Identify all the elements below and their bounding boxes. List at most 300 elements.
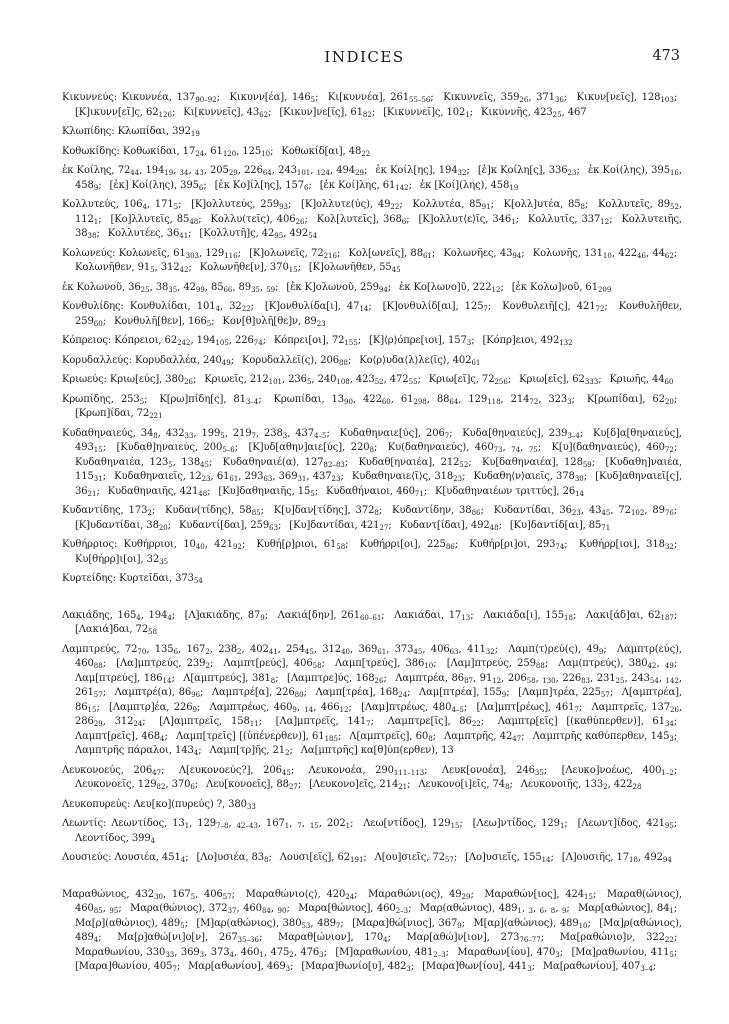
line-number-subscript: 32 [664,543,674,552]
line-number-subscript: 38 [87,232,97,241]
index-entry: Λουσιεύς: Λουσιέα, $451_4$; [Λο]υσιέα, $83_8$; Λουσι[εῖς], $62_{191}$; Λ[ου]σιεῖς, $72_{57}$; [Λο]υσιεῖς, $155_{14}$; [Λ]ουσιῆς, $17_{18}$, $492_{94}$ [62,852,672,865]
index-entry: Κυθήρριος: Κυθήρριοι, $10_{40}$, $421_{92}$; Κυθή[ρ]ριοι, $61_{58}$; Κυθήρρι[οι], $225_{86}$; Κυθήρ[ρι]οι, $293_{74}$; Κυθήρρ[ιοι], $318_{32}$; Κυ[θήρρ]ι[οι], $32_{35}$ [62,539,683,566]
line-number-subscript: 90 [344,397,353,406]
line-number-subscript: 94 [662,856,672,865]
line-number-subscript: 1 [669,907,674,916]
line-number-subscript: 88 [93,662,103,671]
line-number-subscript: 45 [601,509,611,518]
line-number-subscript: 26 [519,96,529,105]
line-number-subscript: 48 [198,489,208,498]
line-number-subscript: 72 [529,397,539,406]
line-number-subscript: 7 [251,431,256,440]
line-number-subscript: 88 [535,662,545,671]
line-number-subscript: 41 [268,647,278,656]
line-number-subscript: 105 [215,339,229,348]
line-number-subscript: 20 [664,397,674,406]
line-number-subscript: 4 [136,613,141,622]
line-number-subscript: 2 [285,749,290,758]
line-number-subscript: 22 [471,720,481,729]
line-number-subscript: 57 [222,892,232,901]
line-number-subscript: 53 [301,921,311,930]
line-number-subscript: 74 [511,446,521,455]
line-number-subscript: 76 [664,509,674,518]
line-number-subscript: 16 [669,169,679,178]
line-number-subscript: 33 [246,802,256,811]
line-number-subscript: 60 [664,378,674,387]
line-number-subscript: 95 [109,907,119,916]
line-number-subscript: 120 [222,149,237,158]
line-number-subscript: 8 [374,509,379,518]
line-number-subscript: 49 [221,358,231,367]
line-number-subscript: 130 [542,676,556,685]
line-number-subscript: 5 [190,892,196,901]
line-number-subscript: 8 [580,203,585,212]
line-number-subscript: 7 [574,705,579,714]
line-number-subscript: 10 [424,662,434,671]
line-number-subscript: 71 [601,523,611,532]
line-number-subscript: 72 [664,446,674,455]
line-number-subscript: 48 [489,523,499,532]
line-number-subscript: 6 [190,783,195,792]
line-number-subscript: 44 [130,169,140,178]
line-number-subscript: 35–36 [237,936,259,945]
line-number-subscript: 60 [381,397,391,406]
line-number-subscript: 94 [512,251,522,260]
line-number-subscript: 8 [505,783,510,792]
line-number-subscript: 2 [289,950,294,959]
line-number-subscript: 1 [259,950,264,959]
line-number-subscript: 1 [511,217,516,226]
line-number-subscript: 96 [191,691,201,700]
line-number-subscript: 27 [288,783,298,792]
line-number-subscript: 26 [295,217,305,226]
line-number-subscript: 24 [195,149,205,158]
line-number-subscript: 6 [401,217,407,226]
line-number-subscript: 27 [379,523,389,532]
line-number-subscript: 52 [374,378,384,387]
line-number-subscript: 9 [501,691,507,700]
line-number-subscript: 103 [660,96,674,105]
line-number-subscript: 2 [603,783,608,792]
line-number-subscript: 21 [398,783,408,792]
line-number-subscript: 116 [224,251,238,260]
line-number-subscript: 29 [461,892,471,901]
line-number-subscript: 15 [309,822,319,831]
line-number-subscript: 3–4 [640,965,653,974]
line-number-subscript: 108 [336,378,350,387]
line-number-subscript: 80 [294,691,304,700]
line-number-subscript: 7 [297,822,302,831]
line-number-subscript: 23 [201,475,211,484]
index-entry: Κριωεύς: Κριω[εύς], $380_{26}$; Κριωεῖς, $212_{101}$, $236_5$, $240_{108}$, $423_{52}$, $472_{55}$; Κριω[εῖ]ς, $72_{256}$; Κριω[εῖς], $62_{333}$; Κριωῆς, $44_{60}$ [62,374,674,387]
line-number-subscript: 47 [512,734,522,743]
line-number-subscript: 1 [284,822,290,831]
line-number-subscript: 4–5 [451,705,464,714]
line-number-subscript: 1 [93,217,99,226]
line-number-subscript: 43 [194,169,204,178]
page-header [0,0,729,70]
line-number-subscript: 42 [179,266,189,275]
line-number-subscript: 2 [205,662,210,671]
line-number-subscript: 82–83 [323,460,345,469]
line-number-subscript: 61 [471,358,481,367]
line-number-subscript: 22 [361,149,371,158]
line-number-subscript: 40 [195,543,205,552]
line-number-subscript: 62 [664,251,674,260]
line-number-subscript: 58 [526,676,536,685]
line-number-subscript: 86 [471,509,481,518]
line-number-subscript: 9 [292,705,297,714]
line-number-subscript: 9 [192,705,197,714]
line-number-subscript: 3 [528,907,533,916]
line-number-subscript: 95 [274,232,284,241]
line-number-subscript: 31 [93,475,103,484]
line-number-subscript: 3–4 [567,431,580,440]
line-number-subscript: 4 [150,836,156,845]
line-number-subscript: 4 [167,613,172,622]
line-number-subscript: 3 [199,950,205,959]
line-number-subscript: 40 [341,647,350,656]
index-entry: Κοθωκίδης: Κοθωκίδαι, $17_{24}$, $61_{120}$, $125_{10}$; Κοθωκίδ[αι], $48_{22}$ [62,145,371,158]
line-number-subscript: 60–61 [359,613,382,622]
index-entry: Κονθυλίδης: Κονθυλίδαι, $101_4$, $32_{22}$; [Κ]ονθυλίδα[ι], $47_{14}$; [Κ]ονθυλίδ[αι], $125_7$; Κονθυλειῆ[ς], $421_{72}$; Κονθυλῆθεν, $259_{60}$; Κονθυλῆ[θεν], $166_5$; Κον[θ]υλῆ[θε]ν, $89_{23}$ [62,301,683,328]
line-number-subscript: 14 [359,305,369,314]
line-number-subscript: 6 [173,647,179,656]
line-number-subscript: 45 [200,460,209,469]
line-number-subscript: 88 [339,358,348,367]
index-section-kappa [62,91,682,587]
line-number-subscript: 7 [335,921,341,930]
line-number-subscript: 5 [220,431,225,440]
line-number-subscript: 5 [310,96,316,105]
index-entry: ἐκ Κοίλης, $72_{44}$, $194_{19}$, $_{34}$, $_{43}$, $205_{29}$, $226_{64}$, $243_{101}$, $_{124}$, $494_{29}$; ἐκ Κοίλ[ης], $194_{32}$; [ἐ]κ Κοίλη[ς], $336_{23}$; ἐκ Κοί(λης), $395_{16}$, $458_9$; [ἐκ] Κοί(λης), $395_6$; [ἐκ Κο]ίλ[ης], $157_6$; [ἐκ Κοί]λης, $61_{142}$; ἐκ [Κοί](λης), $458_{19}$ [62,165,682,192]
line-number-subscript: 185 [324,734,338,743]
line-number-subscript: 9 [93,183,99,192]
index-entry: Κορυδαλλεύς: Κορυδαλλέα, $240_{49}$; Κορυδαλλεῖ(ς), $206_{88}$; Κο⟨ρ⟩υδα⟨λ⟩λε⟨ῖς⟩, $402_{61}$ [62,354,481,367]
line-number-subscript: 58 [312,662,322,671]
line-number-subscript: 216 [323,251,337,260]
line-number-subscript: 36 [554,96,564,105]
line-number-subscript: 5 [669,950,674,959]
line-number-subscript: 1 [184,822,190,831]
line-number-subscript: 45 [391,266,401,275]
line-number-subscript: 242 [177,339,191,348]
line-number-subscript: 7 [483,305,488,314]
line-number-subscript: 61 [377,647,387,656]
line-number-subscript: 4 [180,856,186,865]
line-number-subscript: 9 [457,921,462,930]
line-number-subscript: 34 [179,169,189,178]
line-number-subscript: 4 [383,936,388,945]
line-number-subscript: 6 [539,907,545,916]
line-number-subscript: 14 [304,705,314,714]
line-number-subscript: 46 [637,251,646,260]
line-number-subscript: 14 [162,676,172,685]
line-number-subscript: 49 [664,662,674,671]
line-number-subscript: 48 [189,217,199,226]
line-number-subscript: 45 [413,647,423,656]
line-number-subscript: 15 [584,892,593,901]
line-number-subscript: 14 [541,856,551,865]
line-number-subscript: 4 [160,734,165,743]
index-section-lambda [62,609,682,866]
line-number-subscript: 57 [600,691,610,700]
line-number-subscript: 3 [285,965,291,974]
line-number-subscript: 191 [350,856,364,865]
line-number-subscript: 101 [268,378,282,387]
line-number-subscript: 101 [296,169,311,178]
index-entry: Λακιάδης, $165_4$, $194_4$; [Λ]ακιάδης, $87_9$; Λακιά[δην], $261_{60-61}$; Λακιάδαι, $17_{13}$; Λακιάδα[ι], $155_{18}$; Λακι[άδ]αι, $62_{187}$; [Λακιά]δαι, $72_{58}$ [62,609,683,637]
line-number-subscript: 85 [93,907,103,916]
line-number-subscript: 71 [414,489,424,498]
line-number-subscript: 5 [168,460,173,469]
line-number-subscript: 15 [288,266,298,275]
line-number-subscript: 12 [492,676,502,685]
line-number-subscript: 3–4 [245,397,259,406]
line-number-subscript: 8 [428,734,433,743]
index-entry: Λεωντίς: Λεωντίδος, $13_1$, $129_{7-8}$, $_{42-43}$, $167_1$, $_7$, $_{15}$, $202_1$; Λεω[ντίδος], $129_{15}$; [Λεω]ντίδος, $129_1$; [Λεωντ]ίδος, $421_{95}$; Λεοντίδος, $399_4$ [62,818,682,845]
line-number-subscript: 24 [133,720,143,729]
line-number-subscript: 26 [670,705,679,714]
line-number-subscript: 5 [180,921,185,930]
index-entry: Κολωνεύς: Κολωνεῖς, $61_{303}$, $129_{116}$; [Κ]ολωνεῖς, $72_{216}$; Κολ[ωνεῖς], $88_{61}$; Κολωνῆες, $43_{94}$; Κολωνῆς, $131_{10}$, $422_{46}$, $44_{62}$; Κολωνῆθεν, $91_5$, $312_{42}$; Κολωνῆθε[ν], $370_{15}$; [Κ]ολωνῆθεν, $55_{45}$ [62,247,682,275]
line-number-subscript: 92 [232,543,242,552]
line-number-subscript: 5 [306,378,312,387]
index-entry: Μαραθώνιος, $432_{30}$, $167_5$, $406_{57}$; Μαραθώνιο⟨ς⟩, $420_{24}$; Μαραθώνι(ος), $49_{29}$; Μαραθών[ιος], $424_{15}$; Μαραθ(ώνιος), $460_{85}$, $_{95}$; Μαρα(θώνιος), $372_{37}$, $460_{84}$, $_{90}$; Μαρα[θώνιος], $460_{2-3}$; Μαρ(αθώνιος), $489_1$, $_3$, $_6$, $_8$, $_9$; Μαρ[αθώνιος], $84_1$; Μα[ρ](αθώνιος), $489_5$; [Μ]αρ(αθώνιος), $380_{53}$, $489_7$; [Μαρα]θώ[νιος], $367_9$; Μ[αρ](αθώνιος), $489_{10}$; [Μα]ρ(αθώνιος), $489_4$; Μα[ρ]αθώ[νι]ο[ν], $267_{35-36}$; Μαραθ[ώνιον], $170_4$; Μαρ[αθώ]ν[ιον], $273_{76-77}$; Μα[ραθώνιο]ν, $322_{22}$; Μαραθωνίου, $330_{33}$, $369_3$, $373_4$, $460_1$, $475_2$, $476_3$; [Μ]αραθωνίου, $481_{2-3}$; Μαραθων[ίου], $470_3$; [Μα]ραθωνίου, $411_5$; [Μαρα]θωνίου, $405_7$; Μαρ[αθωνίου], $469_3$; [Μαρα]θωνίο[υ], $482_3$; [Μαρα]θων[ίου], $441_3$; Μα[ραθωνίου], $407_{3-4}$; [62,888,683,974]
line-number-subscript: 62 [259,110,269,119]
line-number-subscript: 12 [600,217,610,226]
line-number-subscript: 12 [491,285,501,294]
line-number-subscript: 91 [481,203,491,212]
line-number-subscript: 111–113 [393,768,425,777]
page-number: 473 [652,48,680,64]
line-number-subscript: 41 [179,232,189,241]
line-number-subscript: 34 [664,720,674,729]
line-number-subscript: 25 [552,110,562,119]
line-number-subscript: 19 [190,130,200,139]
line-number-subscript: 45 [304,647,314,656]
line-number-subscript: 7 [444,431,450,440]
line-number-subscript: 42–43 [236,822,258,831]
line-number-subscript: 64 [449,397,459,406]
line-number-subscript: 58 [148,628,157,637]
line-number-subscript: 47 [152,768,162,777]
line-number-subscript: 2–3 [395,907,409,916]
line-number-subscript: 57 [93,691,103,700]
line-number-subscript: 4 [215,305,220,314]
index-body [62,91,682,975]
line-number-subscript: 26 [184,378,193,387]
line-number-subscript: 21 [87,489,97,498]
index-entry: Λευκοπυρεύς: Λευ[κο](πυρεύς) ?, $380_{33}$ [62,798,256,811]
line-number-subscript: 29 [93,720,103,729]
line-number-subscript: 82 [156,783,166,792]
line-number-subscript: 86 [445,543,455,552]
line-number-subscript: 54 [308,232,318,241]
line-number-subscript: 90–92 [195,96,217,105]
line-number-subscript: 74 [253,339,263,348]
line-number-subscript: 45 [281,768,291,777]
line-number-subscript: 4–5 [314,431,327,440]
line-number-subscript: 23 [331,475,341,484]
line-number-subscript: 72 [595,305,605,314]
line-number-subscript: 22 [664,936,674,945]
line-number-subscript: 3 [527,965,532,974]
line-number-subscript: 54 [649,676,659,685]
line-number-subscript: 126 [158,110,172,119]
line-number-subscript: 37 [227,907,237,916]
line-number-subscript: 1–2 [661,768,674,777]
line-number-subscript: 35 [159,557,169,566]
line-number-subscript: 3 [567,397,572,406]
line-number-subscript: 7 [366,720,371,729]
line-number-subscript: 25 [140,285,150,294]
line-number-subscript: 33 [165,950,175,959]
line-number-subscript: 4 [142,203,147,212]
line-number-subscript: 85 [251,509,261,518]
line-number-subscript: 6 [304,183,309,192]
line-number-subscript: 155 [344,339,358,348]
line-number-subscript: 28 [632,783,642,792]
line-number-subscript: 1 [517,907,522,916]
line-number-subscript: 25 [615,676,625,685]
line-number-subscript: 33 [184,431,194,440]
line-number-subscript: 14 [575,489,585,498]
line-number-subscript: 209 [597,285,612,294]
line-number-subscript: 24 [398,691,408,700]
line-number-subscript: 84 [261,907,271,916]
line-number-subscript: 2 [205,647,210,656]
line-number-subscript: 221 [149,412,163,421]
index-entry: Κόπρειος: Κόπρειοι, $62_{242}$, $194_{105}$, $226_{74}$; Κόπρει[οι], $72_{155}$; [Κ]⟨ρ⟩όπρε[ιοι], $157_3$; [Κόπρ]ειοι, $492_{132}$ [62,335,573,348]
line-number-subscript: 13 [461,613,471,622]
line-number-subscript: 5 [150,266,155,275]
line-number-subscript: 73 [493,446,503,455]
line-number-subscript: 15 [87,705,97,714]
line-number-subscript: 42 [647,662,657,671]
line-number-subscript: 11 [249,720,259,729]
line-number-subscript: 2–3 [433,950,446,959]
line-number-subscript: 303 [185,251,199,260]
line-number-subscript: 19 [509,183,519,192]
line-number-subscript: 95 [664,822,674,831]
index-entry: Κλωπίδης: Κλωπίδαι, $392_{19}$ [62,126,200,139]
line-number-subscript: 132 [559,339,573,348]
line-number-subscript: 64 [262,169,272,178]
line-number-subscript: 3 [669,734,674,743]
line-number-subscript: 9 [598,647,604,656]
line-number-subscript: 22 [390,203,400,212]
line-number-subscript: 102 [630,509,645,518]
line-number-subscript: 52 [670,203,679,212]
line-number-subscript: 23 [571,509,581,518]
line-number-subscript: 90 [277,907,287,916]
line-number-subscript: 124 [316,169,330,178]
index-entry: Λευκονοεύς, $206_{47}$; Λ[ευκονοεύς?], $206_{45}$; Λευκονοέα, $290_{111-113}$; Λευκ[ονοέα], $246_{35}$; [Λευκο]νοέως, $400_{1-2}$; Λευκονοεῖς, $129_{82}$, $370_6$; Λευ[κονοεῖς], $88_{27}$; [Λευκονο]εῖς, $214_{21}$; Λευκονο[ι]εῖς, $74_8$; Λευκονοιῆς, $133_2$, $422_{28}$ [62,764,682,792]
line-number-subscript: 66 [223,285,233,294]
line-number-subscript: 29 [228,169,238,178]
line-number-subscript: 35 [168,285,178,294]
line-number-subscript: 61 [229,475,239,484]
line-number-subscript: 142 [395,183,409,192]
line-number-subscript: 23 [316,319,326,328]
line-number-subscript: 187 [660,613,674,622]
line-number-subscript: 55–56 [409,96,431,105]
line-number-subscript: 8 [153,431,158,440]
line-number-subscript: 94 [378,285,388,294]
line-number-subscript: 15 [450,822,460,831]
line-number-subscript: 63 [449,647,459,656]
index-section-mu [62,888,682,975]
line-number-subscript: 3 [555,950,560,959]
line-number-subscript: 19 [164,169,174,178]
index-entry: Κυδαντίδης, $173_2$; Κυδαν(τίδης), $58_{85}$; Κ[υ]δαν[τίδης], $372_8$; Κυδαντίδην, $38_{86}$; Κυδαντίδαι, $36_{23}$, $43_{45}$, $72_{102}$, $89_{76}$; [Κ]υδαντίδαι, $38_{20}$; Κυδαντί[δαι], $259_{63}$; [Κυ]δαντίδαι, $421_{27}$; Κυδαντ[ίδαι], $492_{48}$; [Κυ]δαντίδ[αι], $85_{71}$ [62,505,683,532]
line-number-subscript: 32 [457,169,467,178]
line-number-subscript: 256 [494,378,508,387]
line-number-subscript: 99 [195,285,205,294]
line-number-subscript: 31 [297,475,307,484]
line-number-subscript: 142 [665,676,679,685]
line-number-subscript: 57 [444,856,454,865]
line-number-subscript: 1 [465,110,470,119]
line-number-subscript: 54 [193,577,203,586]
line-number-subscript: 12 [339,705,349,714]
line-number-subscript: 26 [374,676,384,685]
line-number-subscript: 23 [453,475,463,484]
line-number-subscript: 23 [567,169,577,178]
line-number-subscript: 9 [561,907,567,916]
line-number-subscript: 24 [345,892,355,901]
line-number-subscript: 55 [408,378,418,387]
line-number-subscript: 118 [487,397,501,406]
line-number-subscript: 60 [93,319,103,328]
line-number-subscript: 20 [158,523,168,532]
line-number-subscript: 59 [266,285,276,294]
line-number-subscript: 10 [578,921,588,930]
line-number-subscript: 5–6 [222,446,235,455]
line-number-subscript: 52 [459,460,469,469]
line-number-subscript: 74 [555,543,565,552]
line-number-subscript: 22 [241,305,251,314]
line-number-subscript: 8 [264,856,269,865]
line-number-subscript: 15 [93,446,103,455]
line-number-subscript: 7–8 [216,822,229,831]
line-number-subscript: 1 [345,822,351,831]
line-number-subscript: 9 [260,613,265,622]
line-number-subscript: 29 [355,169,364,178]
line-number-subscript: 4 [93,936,99,945]
line-number-subscript: 2 [147,509,152,518]
line-number-subscript: 87 [464,676,473,685]
line-number-subscript: 70 [137,647,147,656]
line-number-subscript: 5 [310,489,315,498]
index-entry: Λαμπτρεύς, $72_{70}$, $135_6$, $167_2$, $238_2$, $402_{41}$, $254_{45}$, $312_{40}$, $369_{61}$, $373_{45}$, $406_{63}$, $411_{32}$; Λαμπ⟨τ⟩ρεύ(ς), $49_9$; Λαμπτρ(εύς), $460_{88}$; [Λα]μπτρεύς, $239_2$; Λαμπτ[ρεύς], $406_{58}$; Λαμπ[τρεύς], $386_{10}$; [Λαμ]πτρεύς, $259_{88}$; Λαμ(πτρεύς), $380_{42}$, $_{49}$; Λαμ[πτρεύς], $186_{14}$; Λ[αμπτρεύς], $381_8$; [Λαμπτρε]ύς, $168_{26}$; Λαμπτρέα, $86_{87}$, $91_{12}$, $206_{58}$, $_{130}$, $226_{83}$, $231_{25}$, $243_{54}$, $_{142}$, $261_{57}$; Λαμπτρέ(α), $86_{96}$; Λαμπτρέ[α], $226_{80}$; Λαμπ[τρέα], $168_{24}$; Λαμ[πτρέα], $155_9$; [Λαμπ]τρέα, $225_{57}$; Λ[αμπτρέα], $86_{15}$; [Λαμπτρ]έα, $226_9$; Λαμπτρέως, $460_9$, $_{14}$, $466_{12}$; [Λαμ]πτρέως, $480_{4-5}$; [Λα]μπτ[ρέως], $461_7$; Λαμπτρεῖς, $137_{26}$, $286_{29}$, $312_{24}$; [Λ]αμπτρεῖς, $158_{11}$; [Λα]μπτρεῖς, $141_7$; Λαμπτρε[ῖς], $86_{22}$; Λαμπτρ[εῖς] [(καθύπερθεν)], $61_{34}$; Λαμπτ[ρεῖς], $468_4$; Λαμπ[τρεῖς] [(ὑπένερθεν)], $61_{185}$; Λ[αμπτρεῖς], $60_8$; Λαμπτρῆς, $42_{47}$; Λαμπτρῆς καθύπερθεν, $145_3$; Λαμπτρῆς πάραλοι, $143_4$; Λαμπ[τρ]ῆς, $21_2$; Λα[μπτρῆς] κα[θ]ύπ(ερθεν), 13 [62,643,683,758]
index-entry: Κυρτείδης: Κυρτεῖδαι, $373_{54}$ [62,573,203,586]
line-number-subscript: 83 [581,676,591,685]
line-number-subscript: 3 [282,431,288,440]
line-number-subscript: 58 [336,543,346,552]
line-number-subscript: 5 [206,319,212,328]
line-number-subscript: 63 [263,475,273,484]
line-number-subscript: 18 [564,613,573,622]
line-number-subscript: 8 [270,676,276,685]
index-entry: ἐκ Κολωνοῦ, $36_{25}$, $38_{35}$, $42_{99}$, $85_{66}$, $89_{35}$, $_{59}$; [ἐκ Κ]ολωνοῦ, $259_{94}$; ἐκ Κο[λωνο]ῦ, $222_{12}$; [ἐκ Κολω]νοῦ, $61_{209}$ [62,281,612,294]
line-number-subscript: 75 [528,446,538,455]
index-entry: Κικυννεύς: Κικυννέα, $137_{90-92}$; Κικυνν[έα], $146_5$; Κι[κυννέα], $261_{55-56}$; Κικυννεῖς, $359_{26}$, $371_{36}$; Κικυν[νεῖς], $128_{103}$; [Κ]ικυνν[εῖ]ς, $62_{126}$; Κι[κυννεῖς], $43_{62}$; [Κικυν]νε[ῖς], $61_{82}$; [Κικυννεῖ]ς, $102_1$; Κικυννῆς, $423_{25}$, 467 [62,92,682,119]
line-number-subscript: 4 [229,950,234,959]
line-number-subscript: 3 [466,339,472,348]
line-number-subscript: 63 [269,523,279,532]
